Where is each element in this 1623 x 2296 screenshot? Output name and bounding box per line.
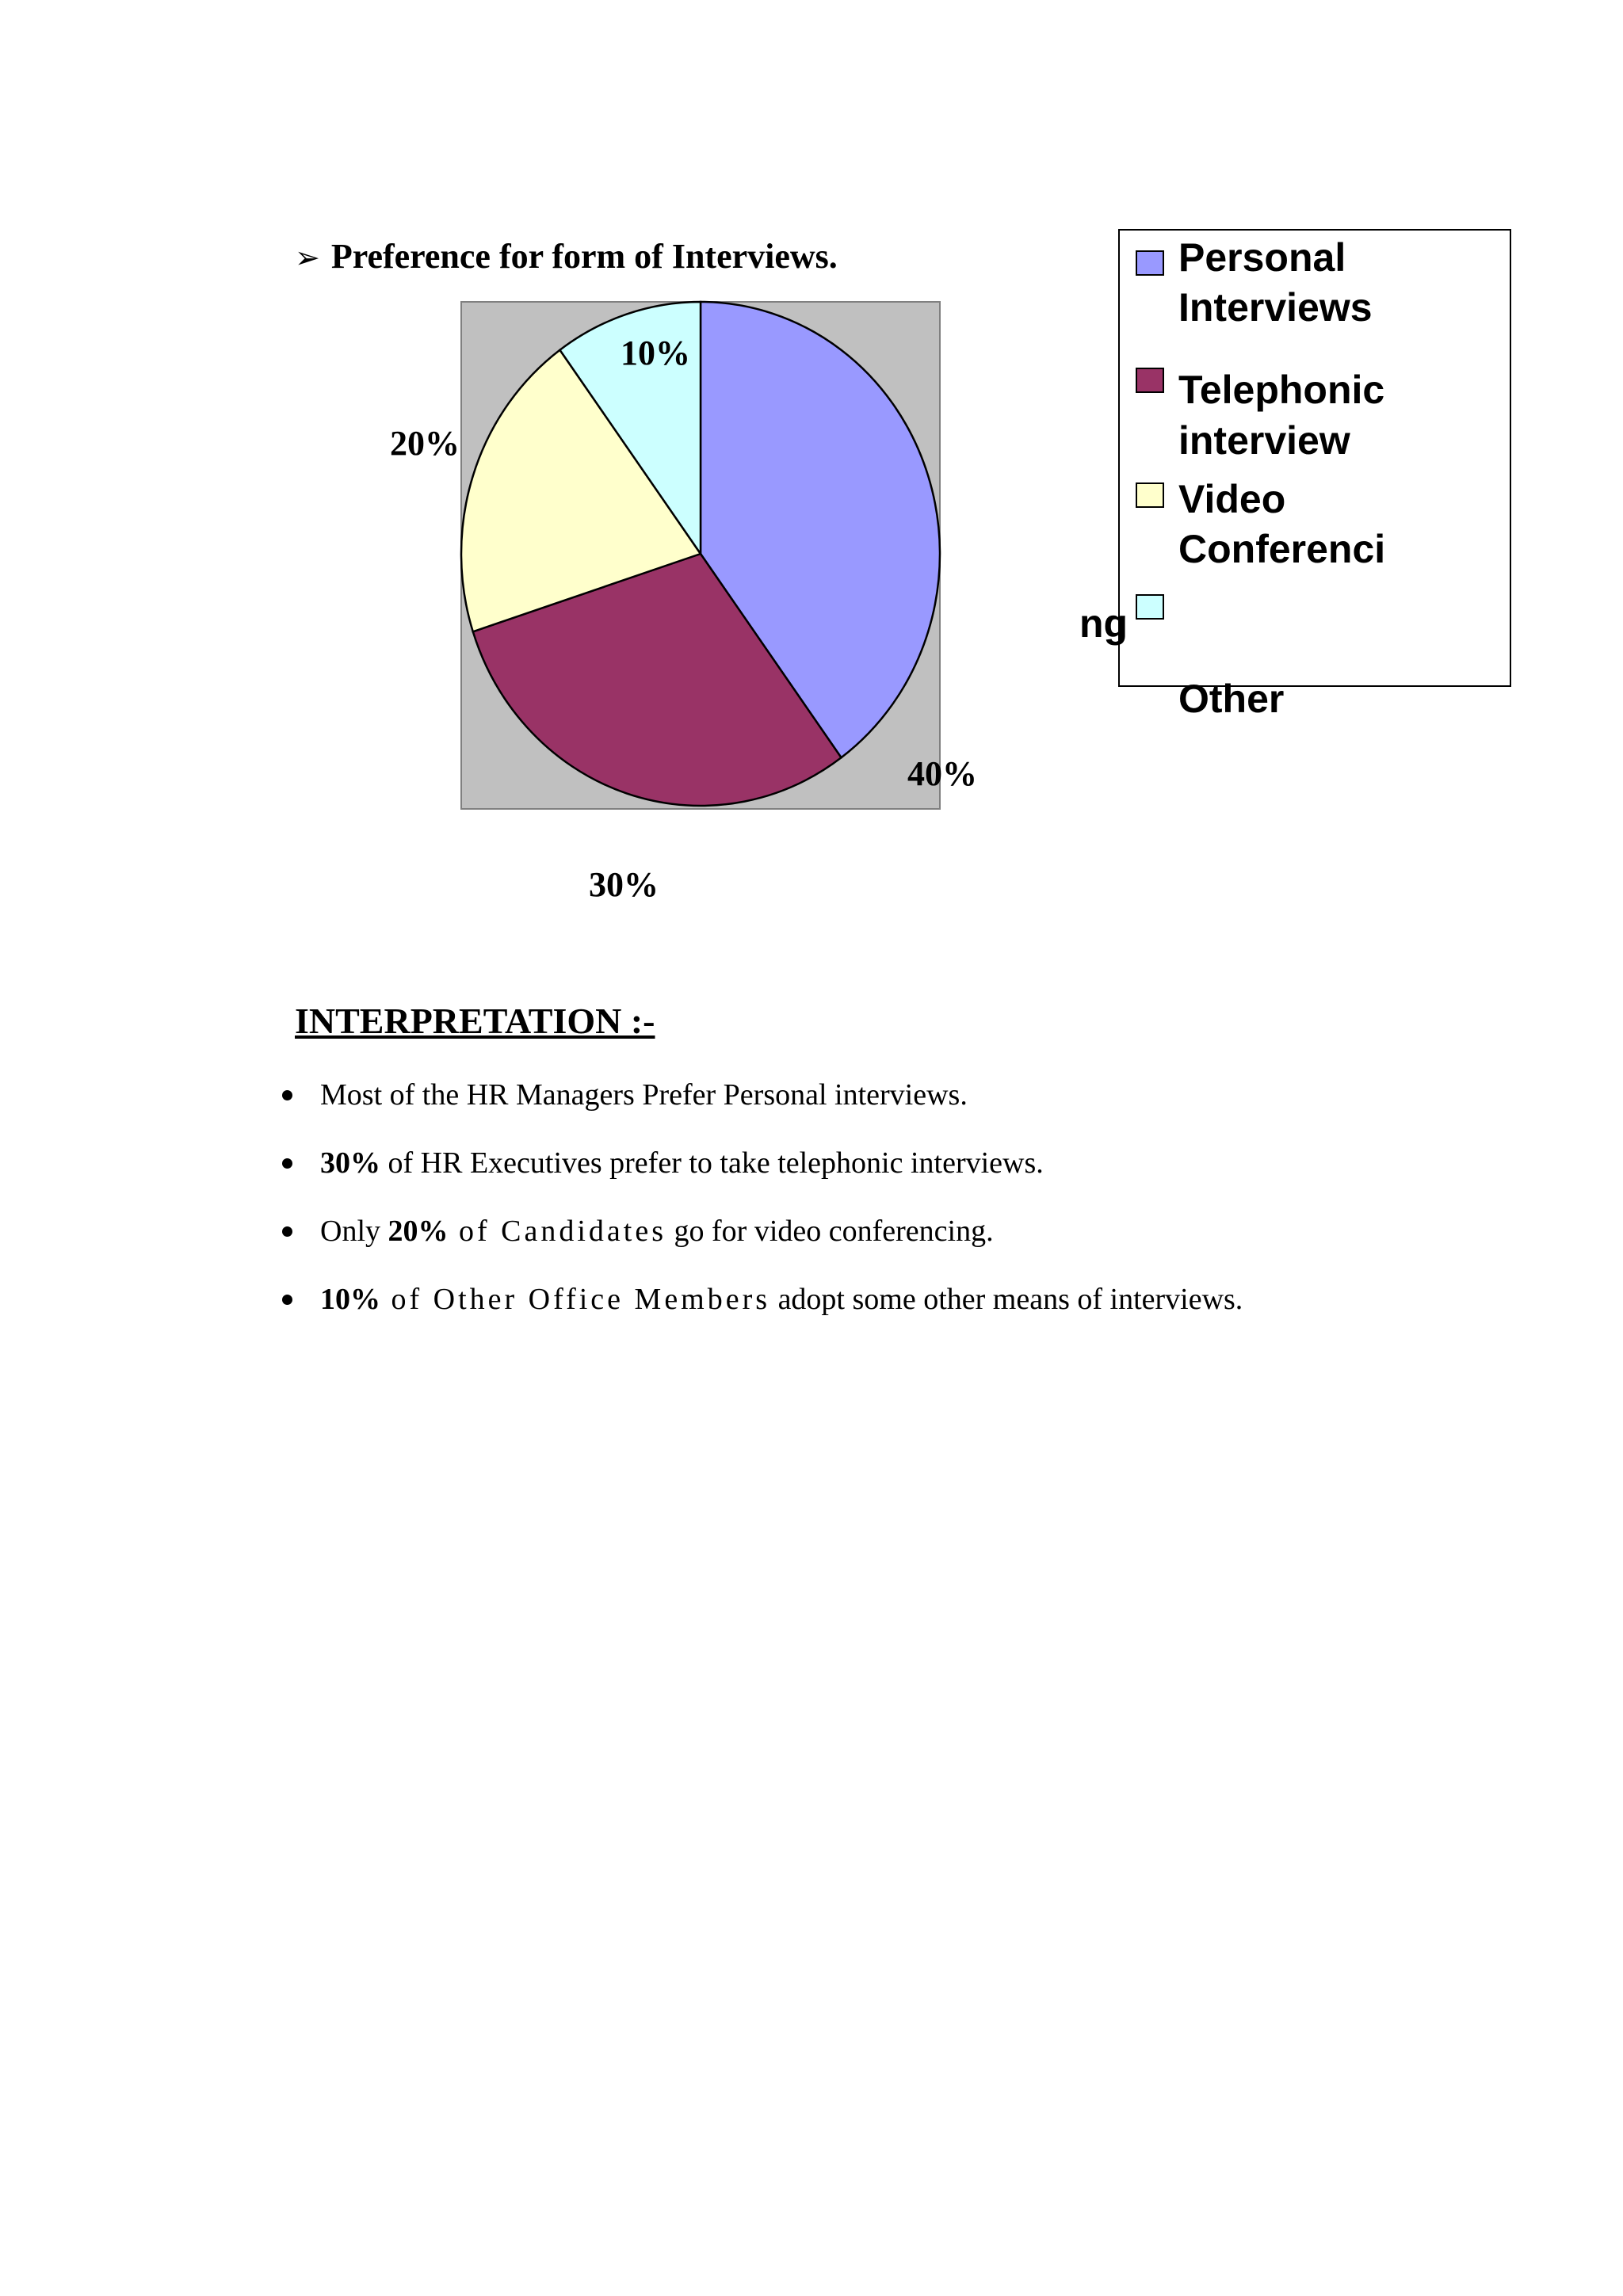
interpretation-bullet <box>279 1276 1243 1344</box>
bullet-percent: 20% <box>388 1215 449 1248</box>
interpretation-bullet <box>279 1139 1243 1207</box>
legend-label-telephonic-line1: Telephonic <box>1178 368 1385 412</box>
bullet-text: of HR Executives prefer to take telephonic interviews. <box>380 1146 1044 1180</box>
legend-label-video-line3: ng <box>1079 601 1128 646</box>
bullet-text: Most of the HR Managers Prefer Personal interviews. <box>320 1078 968 1112</box>
slice-label-video: 20% <box>390 424 460 463</box>
interpretation-bullet <box>279 1207 1243 1276</box>
interpretation-title: INTERPRETATION :- <box>295 1001 655 1041</box>
bullet-percent: 30% <box>320 1146 380 1180</box>
slice-label-personal: 40% <box>907 754 977 793</box>
bullet-text: go for video conferencing. <box>666 1215 994 1248</box>
legend-label-personal-line1: Personal <box>1178 235 1346 280</box>
bullet-spaced-text: of Other Office Members <box>380 1283 771 1316</box>
bullet-prefix: Only <box>320 1215 388 1248</box>
bullet-text: adopt some other means of interviews. <box>770 1283 1243 1316</box>
legend-label-video-line2: Conferenci <box>1178 527 1386 571</box>
interpretation-list <box>279 1071 1243 1344</box>
legend-swatch-telephonic <box>1136 368 1164 393</box>
chart-heading-text: Preference for form of Interviews. <box>330 237 838 276</box>
legend-label-other: Other <box>1178 677 1285 721</box>
legend-swatch-personal <box>1136 250 1164 276</box>
interpretation-bullet <box>279 1071 1243 1139</box>
legend-label-video-line1: Video <box>1178 477 1286 521</box>
legend-label-telephonic-line2: interview <box>1178 418 1350 463</box>
slice-label-other: 10% <box>621 334 690 372</box>
bullet-percent: 10% <box>320 1283 380 1316</box>
bullet-spaced-text: of Candidates <box>448 1215 667 1248</box>
slice-label-telephonic: 30% <box>589 865 659 904</box>
legend-swatch-video <box>1136 482 1164 508</box>
legend-swatch-other <box>1136 594 1164 620</box>
legend-label-personal-line2: Interviews <box>1178 285 1373 330</box>
arrow-bullet-icon: ➢ <box>295 242 320 275</box>
